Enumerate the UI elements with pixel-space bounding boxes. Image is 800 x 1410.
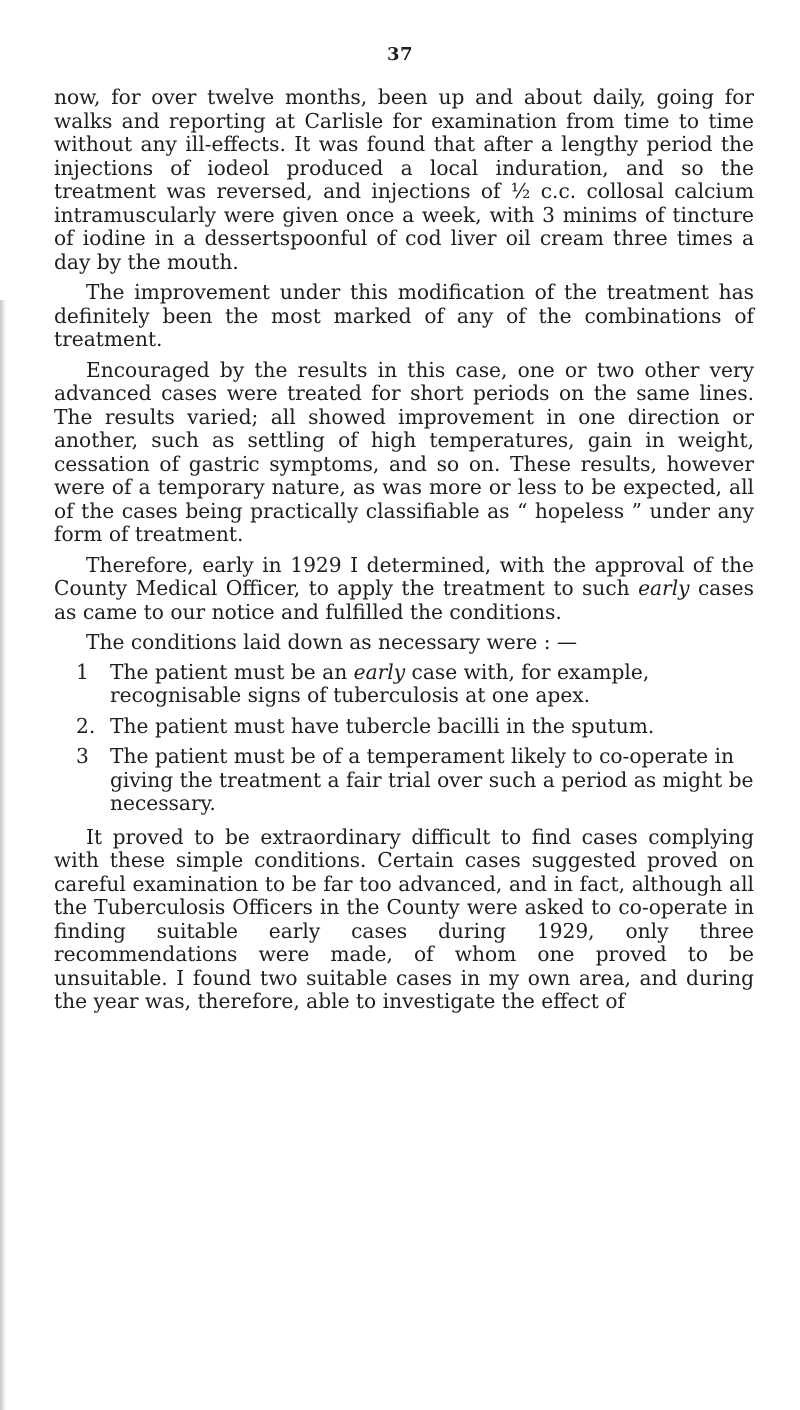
condition-item-1: [54, 661, 754, 708]
condition-text-2: The patient must have tubercle bacilli in the sputum.: [110, 713, 655, 738]
paragraph-early-cases-text-1: Therefore, early in 1929 I determined, with the approval of the County Medical Officer, to apply the treatment to such: [54, 552, 754, 600]
paragraph-advanced-cases: Encouraged by the results in this case, one or two other very advanced cases were treated for short periods on the same lines. The results varied; all showed improvement in one direction or another, such as settling of high temperatures, gain in weight, cessation of gastric symptoms, and so on. These results, however were of a temporary nature, as was more or less to be expected, all of the cases being practically classifiable as “ hopeless ” under any form of treatment.: [54, 357, 754, 546]
condition-item-3: [54, 745, 754, 816]
emphasis-early: early: [638, 576, 690, 600]
emphasis-early: early: [353, 659, 406, 684]
paragraph-early-cases-text-2: cases as came to our notice and fulfilled the conditions.: [54, 576, 754, 624]
paragraph-difficulty: It proved to be extraordinary difficult to find cases complying with these simple conditions. Certain cases suggested proved on careful examination to be far too advanced, and in fact, although all the Tuberculosis Officers in the County were asked to co-operate in finding suitable early cases during 1929, only three recommendations were made, of whom one proved to be unsuitable. I found two suitable cases in my own area, and during the year was, therefore, able to investigate the effect of: [54, 824, 754, 1013]
paragraph-improvement: The improvement under this modification of the treatment has definitely been the most marked of any of the combinations of treatment.: [54, 280, 754, 351]
page-number: 37: [386, 44, 414, 65]
conditions-list: [54, 661, 754, 816]
page-body: [54, 86, 754, 1021]
condition-text-1b: case with, for example, recognisable signs of tuberculosis at one apex.: [110, 659, 650, 707]
condition-number: 1: [76, 659, 89, 684]
condition-item-2: [54, 715, 754, 739]
condition-number: 3: [76, 744, 89, 768]
conditions-intro: The conditions laid down as necessary were : —: [86, 630, 578, 654]
condition-text-1a: The patient must be an: [110, 659, 354, 684]
paragraph-continuation: now, for over twelve months, been up and about daily, going for walks and reporting at Carlisle for examination from time to time without any ill-effects. It was found that after a lengthy period the injections of iodeol produced a local induration, and so the treatment was reversed, and injections of ½ c.c. collosal calcium intramuscularly were given once a week, with 3 minims of tincture of iodine in a dessertspoonful of cod liver oil cream three times a day by the mouth.: [54, 85, 754, 274]
condition-text-3: The patient must be of a temperament likely to co-operate in giving the treatment a fair trial over such a period as might be necessary.: [110, 744, 754, 815]
condition-number: 2.: [76, 713, 96, 738]
page-edge-shadow: [0, 300, 6, 1410]
paragraph-early-cases: [54, 554, 754, 625]
